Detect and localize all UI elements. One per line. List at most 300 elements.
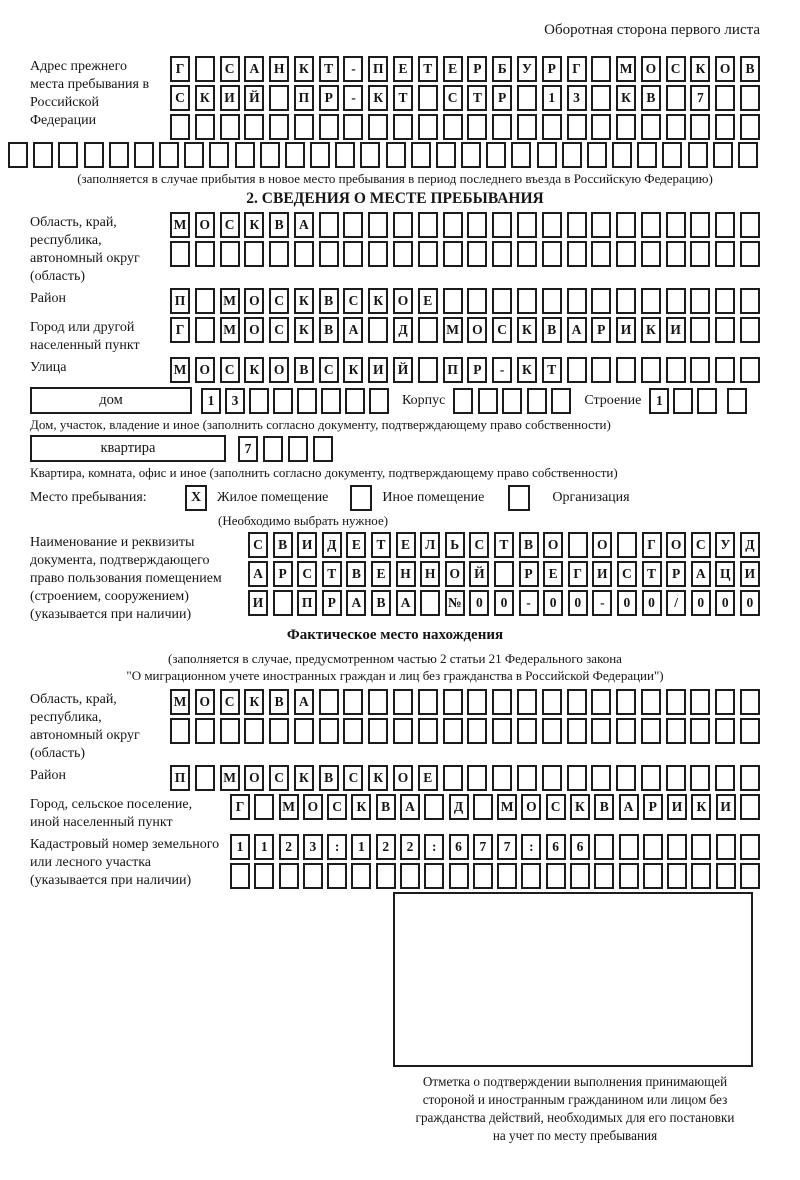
char-cell[interactable] bbox=[319, 689, 339, 715]
char-cell[interactable]: Д bbox=[449, 794, 469, 820]
char-cell[interactable] bbox=[542, 212, 562, 238]
char-cell[interactable] bbox=[418, 114, 438, 140]
char-cell[interactable] bbox=[517, 765, 537, 791]
char-cell[interactable] bbox=[537, 142, 557, 168]
char-cell[interactable]: В bbox=[594, 794, 614, 820]
char-cell[interactable]: С bbox=[343, 765, 363, 791]
char-cell[interactable]: 7 bbox=[497, 834, 517, 860]
char-cell[interactable]: : bbox=[424, 834, 444, 860]
char-cell[interactable] bbox=[170, 114, 190, 140]
char-cell[interactable] bbox=[303, 863, 323, 889]
char-cell[interactable]: 2 bbox=[279, 834, 299, 860]
char-cell[interactable] bbox=[690, 212, 710, 238]
char-cell[interactable]: 0 bbox=[617, 590, 637, 616]
char-cell[interactable]: В bbox=[269, 212, 289, 238]
char-cell[interactable]: Т bbox=[494, 532, 514, 558]
char-cell[interactable] bbox=[591, 114, 611, 140]
char-cell[interactable]: О bbox=[715, 56, 735, 82]
char-cell[interactable]: Г bbox=[567, 56, 587, 82]
char-cell[interactable]: Р bbox=[319, 85, 339, 111]
char-cell[interactable] bbox=[740, 834, 760, 860]
char-cell[interactable] bbox=[343, 212, 363, 238]
char-cell[interactable] bbox=[297, 388, 317, 414]
char-cell[interactable] bbox=[667, 834, 687, 860]
char-cell[interactable]: К bbox=[570, 794, 590, 820]
char-cell[interactable]: М bbox=[616, 56, 636, 82]
char-cell[interactable] bbox=[376, 863, 396, 889]
char-cell[interactable]: Н bbox=[396, 561, 416, 587]
char-cell[interactable]: М bbox=[279, 794, 299, 820]
char-cell[interactable] bbox=[616, 765, 636, 791]
char-cell[interactable]: М bbox=[220, 765, 240, 791]
char-cell[interactable]: В bbox=[294, 357, 314, 383]
char-cell[interactable]: В bbox=[376, 794, 396, 820]
char-cell[interactable] bbox=[335, 142, 355, 168]
char-cell[interactable] bbox=[616, 212, 636, 238]
char-cell[interactable]: А bbox=[691, 561, 711, 587]
char-cell[interactable] bbox=[263, 436, 283, 462]
char-cell[interactable]: И bbox=[220, 85, 240, 111]
char-cell[interactable]: П bbox=[170, 765, 190, 791]
char-cell[interactable] bbox=[443, 241, 463, 267]
char-cell[interactable] bbox=[551, 388, 571, 414]
char-cell[interactable] bbox=[517, 689, 537, 715]
char-cell[interactable]: Й bbox=[393, 357, 413, 383]
char-cell[interactable]: Й bbox=[469, 561, 489, 587]
char-cell[interactable] bbox=[641, 357, 661, 383]
char-cell[interactable]: К bbox=[343, 357, 363, 383]
char-cell[interactable] bbox=[443, 689, 463, 715]
char-cell[interactable]: М bbox=[170, 357, 190, 383]
char-cell[interactable]: Е bbox=[371, 561, 391, 587]
char-cell[interactable]: Н bbox=[269, 56, 289, 82]
char-cell[interactable]: 6 bbox=[449, 834, 469, 860]
char-cell[interactable] bbox=[662, 142, 682, 168]
char-cell[interactable]: К bbox=[690, 56, 710, 82]
char-cell[interactable]: И bbox=[592, 561, 612, 587]
char-cell[interactable] bbox=[666, 765, 686, 791]
char-cell[interactable] bbox=[321, 388, 341, 414]
char-cell[interactable] bbox=[418, 718, 438, 744]
char-cell[interactable]: Р bbox=[519, 561, 539, 587]
char-cell[interactable] bbox=[690, 114, 710, 140]
char-cell[interactable] bbox=[616, 718, 636, 744]
char-cell[interactable] bbox=[591, 56, 611, 82]
char-cell[interactable] bbox=[715, 114, 735, 140]
char-cell[interactable]: И bbox=[248, 590, 268, 616]
char-cell[interactable] bbox=[319, 241, 339, 267]
char-cell[interactable] bbox=[467, 114, 487, 140]
char-cell[interactable]: Р bbox=[467, 357, 487, 383]
char-cell[interactable]: Р bbox=[542, 56, 562, 82]
char-cell[interactable]: К bbox=[294, 765, 314, 791]
char-cell[interactable] bbox=[641, 288, 661, 314]
char-cell[interactable]: О bbox=[195, 689, 215, 715]
char-cell[interactable] bbox=[288, 436, 308, 462]
char-cell[interactable]: К bbox=[294, 317, 314, 343]
char-cell[interactable]: А bbox=[346, 590, 366, 616]
char-cell[interactable] bbox=[244, 718, 264, 744]
char-cell[interactable] bbox=[587, 142, 607, 168]
char-cell[interactable] bbox=[220, 718, 240, 744]
char-cell[interactable]: Т bbox=[467, 85, 487, 111]
char-cell[interactable]: П bbox=[443, 357, 463, 383]
char-cell[interactable]: - bbox=[592, 590, 612, 616]
char-cell[interactable]: Й bbox=[244, 85, 264, 111]
char-cell[interactable]: О bbox=[666, 532, 686, 558]
char-cell[interactable]: 0 bbox=[642, 590, 662, 616]
char-cell[interactable] bbox=[220, 114, 240, 140]
char-cell[interactable] bbox=[591, 212, 611, 238]
char-cell[interactable] bbox=[170, 241, 190, 267]
char-cell[interactable]: С bbox=[220, 56, 240, 82]
char-cell[interactable]: С bbox=[220, 357, 240, 383]
char-cell[interactable] bbox=[294, 114, 314, 140]
char-cell[interactable]: 0 bbox=[715, 590, 735, 616]
char-cell[interactable]: Т bbox=[418, 56, 438, 82]
char-cell[interactable]: С bbox=[269, 765, 289, 791]
char-cell[interactable]: : bbox=[521, 834, 541, 860]
char-cell[interactable] bbox=[616, 357, 636, 383]
char-cell[interactable] bbox=[327, 863, 347, 889]
char-cell[interactable] bbox=[641, 241, 661, 267]
char-cell[interactable]: И bbox=[368, 357, 388, 383]
char-cell[interactable] bbox=[273, 590, 293, 616]
char-cell[interactable]: Е bbox=[418, 288, 438, 314]
char-cell[interactable]: Г bbox=[568, 561, 588, 587]
char-cell[interactable] bbox=[170, 718, 190, 744]
char-cell[interactable]: Т bbox=[322, 561, 342, 587]
char-cell[interactable] bbox=[195, 765, 215, 791]
char-cell[interactable]: И bbox=[716, 794, 736, 820]
char-cell[interactable] bbox=[492, 689, 512, 715]
char-cell[interactable] bbox=[591, 718, 611, 744]
char-cell[interactable] bbox=[727, 388, 747, 414]
char-cell[interactable]: С bbox=[248, 532, 268, 558]
char-cell[interactable] bbox=[690, 718, 710, 744]
char-cell[interactable] bbox=[591, 689, 611, 715]
char-cell[interactable] bbox=[641, 114, 661, 140]
char-cell[interactable]: К bbox=[368, 288, 388, 314]
char-cell[interactable] bbox=[546, 863, 566, 889]
char-cell[interactable] bbox=[643, 834, 663, 860]
char-cell[interactable]: С bbox=[220, 212, 240, 238]
confirmation-stamp-box[interactable] bbox=[393, 892, 753, 1067]
char-cell[interactable] bbox=[715, 288, 735, 314]
char-cell[interactable]: В bbox=[319, 317, 339, 343]
char-cell[interactable]: О bbox=[445, 561, 465, 587]
char-cell[interactable] bbox=[715, 689, 735, 715]
char-cell[interactable] bbox=[567, 689, 587, 715]
char-cell[interactable] bbox=[715, 212, 735, 238]
char-cell[interactable] bbox=[443, 288, 463, 314]
char-cell[interactable] bbox=[521, 863, 541, 889]
char-cell[interactable] bbox=[616, 114, 636, 140]
char-cell[interactable] bbox=[567, 765, 587, 791]
char-cell[interactable]: К bbox=[616, 85, 636, 111]
char-cell[interactable] bbox=[369, 388, 389, 414]
char-cell[interactable] bbox=[740, 794, 760, 820]
char-cell[interactable]: 7 bbox=[473, 834, 493, 860]
char-cell[interactable]: Р bbox=[492, 85, 512, 111]
char-cell[interactable] bbox=[400, 863, 420, 889]
char-cell[interactable]: К bbox=[244, 357, 264, 383]
char-cell[interactable] bbox=[368, 212, 388, 238]
char-cell[interactable]: К bbox=[294, 56, 314, 82]
char-cell[interactable] bbox=[58, 142, 78, 168]
char-cell[interactable] bbox=[567, 288, 587, 314]
char-cell[interactable] bbox=[715, 765, 735, 791]
char-cell[interactable] bbox=[411, 142, 431, 168]
char-cell[interactable]: А bbox=[619, 794, 639, 820]
char-cell[interactable] bbox=[497, 863, 517, 889]
char-cell[interactable]: С bbox=[691, 532, 711, 558]
char-cell[interactable] bbox=[616, 288, 636, 314]
char-cell[interactable] bbox=[567, 212, 587, 238]
char-cell[interactable]: О bbox=[393, 288, 413, 314]
char-cell[interactable]: М bbox=[220, 317, 240, 343]
char-cell[interactable]: К bbox=[351, 794, 371, 820]
char-cell[interactable] bbox=[616, 689, 636, 715]
char-cell[interactable] bbox=[690, 765, 710, 791]
char-cell[interactable]: М bbox=[170, 689, 190, 715]
char-cell[interactable]: К bbox=[195, 85, 215, 111]
char-cell[interactable] bbox=[319, 718, 339, 744]
char-cell[interactable]: О bbox=[543, 532, 563, 558]
char-cell[interactable] bbox=[641, 212, 661, 238]
char-cell[interactable] bbox=[666, 241, 686, 267]
char-cell[interactable]: С bbox=[617, 561, 637, 587]
char-cell[interactable] bbox=[134, 142, 154, 168]
char-cell[interactable] bbox=[418, 317, 438, 343]
char-cell[interactable]: С bbox=[492, 317, 512, 343]
char-cell[interactable] bbox=[159, 142, 179, 168]
char-cell[interactable] bbox=[715, 317, 735, 343]
char-cell[interactable]: С bbox=[469, 532, 489, 558]
char-cell[interactable] bbox=[254, 863, 274, 889]
char-cell[interactable] bbox=[740, 863, 760, 889]
char-cell[interactable]: Е bbox=[393, 56, 413, 82]
char-cell[interactable]: Р bbox=[322, 590, 342, 616]
char-cell[interactable] bbox=[517, 718, 537, 744]
char-cell[interactable] bbox=[294, 241, 314, 267]
char-cell[interactable] bbox=[697, 388, 717, 414]
char-cell[interactable] bbox=[688, 142, 708, 168]
char-cell[interactable] bbox=[368, 317, 388, 343]
char-cell[interactable] bbox=[667, 863, 687, 889]
char-cell[interactable]: О bbox=[195, 357, 215, 383]
char-cell[interactable]: Р bbox=[273, 561, 293, 587]
char-cell[interactable] bbox=[740, 317, 760, 343]
char-cell[interactable] bbox=[195, 317, 215, 343]
char-cell[interactable] bbox=[467, 689, 487, 715]
char-cell[interactable] bbox=[492, 212, 512, 238]
char-cell[interactable] bbox=[109, 142, 129, 168]
char-cell[interactable]: 1 bbox=[542, 85, 562, 111]
char-cell[interactable]: 7 bbox=[690, 85, 710, 111]
char-cell[interactable]: К bbox=[517, 317, 537, 343]
char-cell[interactable] bbox=[209, 142, 229, 168]
char-cell[interactable]: М bbox=[170, 212, 190, 238]
char-cell[interactable] bbox=[195, 718, 215, 744]
char-cell[interactable]: И bbox=[666, 317, 686, 343]
char-cell[interactable]: М bbox=[497, 794, 517, 820]
char-cell[interactable] bbox=[713, 142, 733, 168]
char-cell[interactable] bbox=[740, 288, 760, 314]
char-cell[interactable]: О bbox=[195, 212, 215, 238]
char-cell[interactable] bbox=[269, 85, 289, 111]
char-cell[interactable] bbox=[527, 388, 547, 414]
char-cell[interactable] bbox=[542, 241, 562, 267]
char-cell[interactable]: И bbox=[616, 317, 636, 343]
char-cell[interactable]: - bbox=[519, 590, 539, 616]
char-cell[interactable]: 3 bbox=[303, 834, 323, 860]
char-cell[interactable] bbox=[666, 689, 686, 715]
char-cell[interactable]: Д bbox=[322, 532, 342, 558]
char-cell[interactable] bbox=[393, 114, 413, 140]
organization-checkbox[interactable] bbox=[508, 485, 530, 511]
char-cell[interactable]: И bbox=[667, 794, 687, 820]
char-cell[interactable]: Е bbox=[543, 561, 563, 587]
char-cell[interactable] bbox=[393, 689, 413, 715]
char-cell[interactable]: У bbox=[715, 532, 735, 558]
char-cell[interactable] bbox=[195, 241, 215, 267]
char-cell[interactable]: У bbox=[517, 56, 537, 82]
char-cell[interactable]: К bbox=[294, 288, 314, 314]
char-cell[interactable] bbox=[33, 142, 53, 168]
char-cell[interactable]: 1 bbox=[351, 834, 371, 860]
char-cell[interactable] bbox=[517, 288, 537, 314]
char-cell[interactable] bbox=[424, 863, 444, 889]
char-cell[interactable] bbox=[269, 718, 289, 744]
char-cell[interactable] bbox=[715, 718, 735, 744]
char-cell[interactable]: 1 bbox=[254, 834, 274, 860]
char-cell[interactable]: К bbox=[368, 85, 388, 111]
char-cell[interactable] bbox=[249, 388, 269, 414]
char-cell[interactable] bbox=[313, 436, 333, 462]
char-cell[interactable] bbox=[473, 863, 493, 889]
char-cell[interactable] bbox=[279, 863, 299, 889]
char-cell[interactable] bbox=[260, 142, 280, 168]
char-cell[interactable]: 6 bbox=[546, 834, 566, 860]
char-cell[interactable] bbox=[666, 212, 686, 238]
char-cell[interactable] bbox=[195, 56, 215, 82]
char-cell[interactable] bbox=[368, 114, 388, 140]
char-cell[interactable] bbox=[740, 718, 760, 744]
char-cell[interactable] bbox=[418, 212, 438, 238]
char-cell[interactable] bbox=[641, 765, 661, 791]
char-cell[interactable] bbox=[666, 288, 686, 314]
char-cell[interactable] bbox=[467, 212, 487, 238]
char-cell[interactable] bbox=[492, 241, 512, 267]
char-cell[interactable] bbox=[690, 241, 710, 267]
char-cell[interactable]: Т bbox=[642, 561, 662, 587]
char-cell[interactable] bbox=[244, 114, 264, 140]
char-cell[interactable]: 0 bbox=[740, 590, 760, 616]
char-cell[interactable] bbox=[542, 718, 562, 744]
char-cell[interactable] bbox=[443, 114, 463, 140]
char-cell[interactable]: А bbox=[343, 317, 363, 343]
char-cell[interactable] bbox=[319, 114, 339, 140]
char-cell[interactable]: Е bbox=[418, 765, 438, 791]
char-cell[interactable]: Е bbox=[396, 532, 416, 558]
char-cell[interactable] bbox=[591, 241, 611, 267]
char-cell[interactable] bbox=[517, 114, 537, 140]
char-cell[interactable]: В bbox=[319, 288, 339, 314]
char-cell[interactable] bbox=[449, 863, 469, 889]
char-cell[interactable]: К bbox=[244, 212, 264, 238]
char-cell[interactable] bbox=[542, 689, 562, 715]
char-cell[interactable]: Ь bbox=[445, 532, 465, 558]
char-cell[interactable]: Р bbox=[666, 561, 686, 587]
char-cell[interactable]: 0 bbox=[469, 590, 489, 616]
char-cell[interactable]: Е bbox=[346, 532, 366, 558]
char-cell[interactable]: К bbox=[691, 794, 711, 820]
char-cell[interactable] bbox=[570, 863, 590, 889]
char-cell[interactable]: - bbox=[343, 85, 363, 111]
char-cell[interactable] bbox=[666, 718, 686, 744]
char-cell[interactable] bbox=[542, 288, 562, 314]
char-cell[interactable] bbox=[273, 388, 293, 414]
char-cell[interactable] bbox=[715, 357, 735, 383]
char-cell[interactable] bbox=[230, 863, 250, 889]
char-cell[interactable]: М bbox=[443, 317, 463, 343]
char-cell[interactable] bbox=[690, 288, 710, 314]
char-cell[interactable]: 1 bbox=[649, 388, 669, 414]
char-cell[interactable] bbox=[567, 114, 587, 140]
char-cell[interactable] bbox=[740, 241, 760, 267]
char-cell[interactable] bbox=[220, 241, 240, 267]
char-cell[interactable] bbox=[368, 241, 388, 267]
char-cell[interactable] bbox=[594, 834, 614, 860]
char-cell[interactable] bbox=[418, 241, 438, 267]
char-cell[interactable] bbox=[568, 532, 588, 558]
char-cell[interactable] bbox=[740, 765, 760, 791]
char-cell[interactable]: В bbox=[273, 532, 293, 558]
char-cell[interactable] bbox=[517, 241, 537, 267]
char-cell[interactable]: Г bbox=[170, 56, 190, 82]
char-cell[interactable] bbox=[393, 241, 413, 267]
char-cell[interactable] bbox=[492, 288, 512, 314]
char-cell[interactable] bbox=[269, 114, 289, 140]
char-cell[interactable] bbox=[436, 142, 456, 168]
char-cell[interactable] bbox=[740, 212, 760, 238]
char-cell[interactable] bbox=[511, 142, 531, 168]
char-cell[interactable] bbox=[716, 863, 736, 889]
char-cell[interactable]: А bbox=[248, 561, 268, 587]
char-cell[interactable]: 0 bbox=[543, 590, 563, 616]
char-cell[interactable] bbox=[492, 718, 512, 744]
char-cell[interactable] bbox=[591, 765, 611, 791]
char-cell[interactable] bbox=[386, 142, 406, 168]
char-cell[interactable] bbox=[8, 142, 28, 168]
char-cell[interactable] bbox=[612, 142, 632, 168]
char-cell[interactable]: С bbox=[546, 794, 566, 820]
char-cell[interactable] bbox=[467, 765, 487, 791]
char-cell[interactable] bbox=[715, 241, 735, 267]
char-cell[interactable] bbox=[461, 142, 481, 168]
char-cell[interactable] bbox=[319, 212, 339, 238]
char-cell[interactable] bbox=[594, 863, 614, 889]
char-cell[interactable]: С bbox=[443, 85, 463, 111]
char-cell[interactable]: П bbox=[368, 56, 388, 82]
char-cell[interactable] bbox=[567, 241, 587, 267]
char-cell[interactable]: Н bbox=[420, 561, 440, 587]
char-cell[interactable]: А bbox=[294, 212, 314, 238]
char-cell[interactable] bbox=[443, 718, 463, 744]
char-cell[interactable]: С bbox=[343, 288, 363, 314]
char-cell[interactable] bbox=[393, 718, 413, 744]
